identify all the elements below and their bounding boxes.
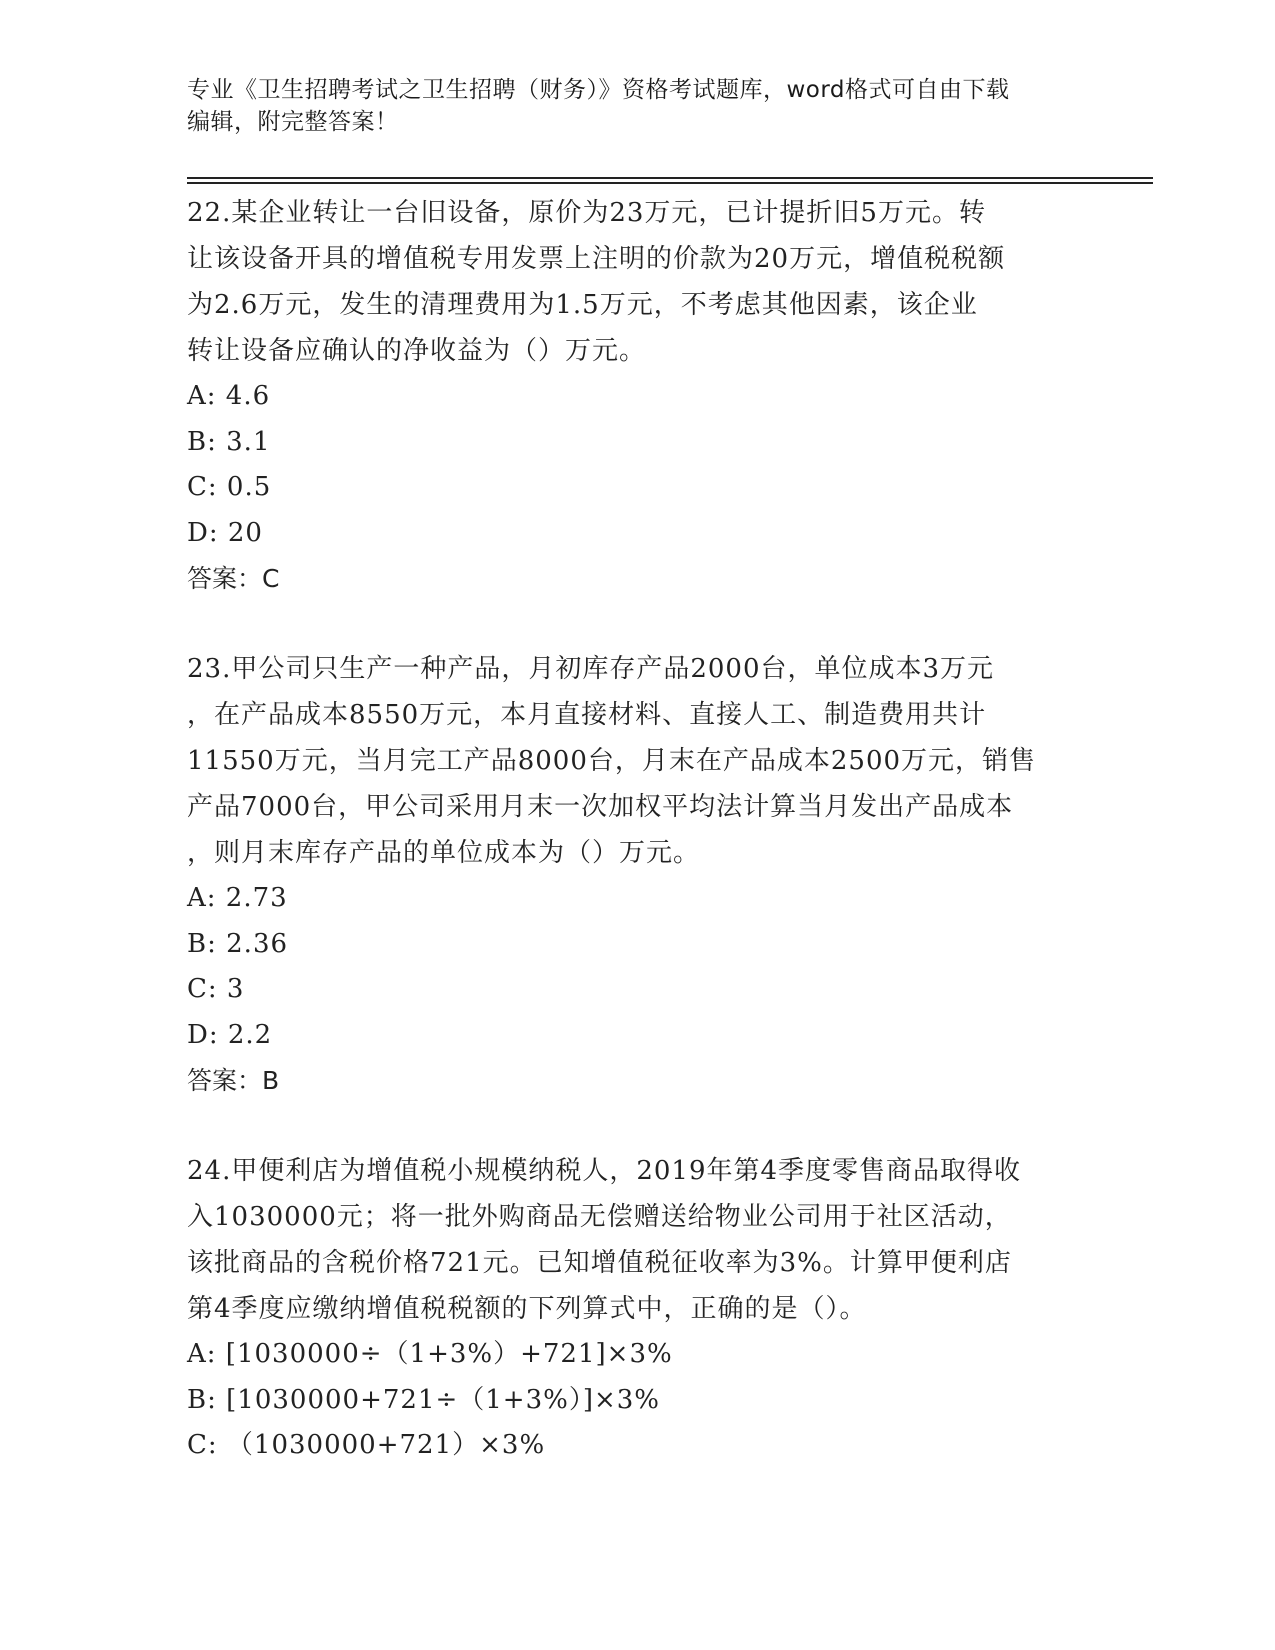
question-stem-line: 为2.6万元，发生的清理费用为1.5万元，不考虑其他因素，该企业 (187, 290, 978, 320)
option-b: B: 3.1 (187, 426, 271, 457)
question-stem-line: 入1030000元；将一批外购商品无偿赠送给物业公司用于社区活动， (187, 1202, 1012, 1232)
option-c: C: 3 (187, 974, 245, 1004)
document-header (187, 74, 1087, 138)
option-d: D: 2.2 (187, 1019, 273, 1050)
question-stem-line: 产品7000台，甲公司采用月末一次加权平均法计算当月发出产品成本 (187, 792, 1014, 822)
option-b: B: 2.36 (187, 928, 289, 959)
option-c: C: （1030000+721）×3% (187, 1430, 546, 1460)
question-spacer (187, 1104, 1087, 1148)
question-spacer (187, 602, 1087, 646)
header-line-1: 专业《卫生招聘考试之卫生招聘（财务）》资格考试题库，word格式可自由下载 (187, 77, 1010, 103)
option-a: A: 4.6 (187, 381, 271, 411)
option-a: A: 2.73 (187, 883, 288, 913)
option-c: C: 0.5 (187, 472, 272, 502)
option-a: A: [1030000÷（1+3%）+721]×3% (187, 1339, 673, 1369)
question-stem-line: 转让设备应确认的净收益为（）万元。 (187, 336, 647, 366)
header-line-2: 编辑，附完整答案！ (187, 109, 399, 135)
question-stem-line: ，在产品成本8550万元，本月直接材料、直接人工、制造费用共计 (187, 700, 987, 730)
question-stem-line: 22.某企业转让一台旧设备，原价为23万元，已计提折旧5万元。转 (187, 198, 986, 228)
question-stem-line: 让该设备开具的增值税专用发票上注明的价款为20万元，增值税税额 (187, 244, 1006, 274)
answer-line: 答案：B (187, 1066, 280, 1095)
question-stem-line: ，则月末库存产品的单位成本为（）万元。 (187, 838, 701, 868)
question-stem-line: 第4季度应缴纳增值税税额的下列算式中，正确的是（）。 (187, 1294, 867, 1324)
header-divider-bottom (187, 182, 1153, 184)
question-23 (187, 646, 1087, 1104)
option-d: D: 20 (187, 517, 263, 548)
answer-line: 答案：C (187, 564, 280, 593)
question-list (187, 190, 1087, 1469)
question-stem-line: 23.甲公司只生产一种产品，月初库存产品2000台，单位成本3万元 (187, 654, 995, 684)
question-stem-line: 11550万元，当月完工产品8000台，月末在产品成本2500万元，销售 (187, 746, 1037, 776)
question-stem-line: 该批商品的含税价格721元。已知增值税征收率为3%。计算甲便利店 (187, 1248, 1012, 1278)
question-stem-line: 24.甲便利店为增值税小规模纳税人，2019年第4季度零售商品取得收 (187, 1156, 1022, 1186)
question-24 (187, 1148, 1087, 1469)
question-22 (187, 190, 1087, 602)
option-b: B: [1030000+721÷（1+3%）]×3% (187, 1384, 661, 1415)
header-divider-top (187, 177, 1153, 179)
